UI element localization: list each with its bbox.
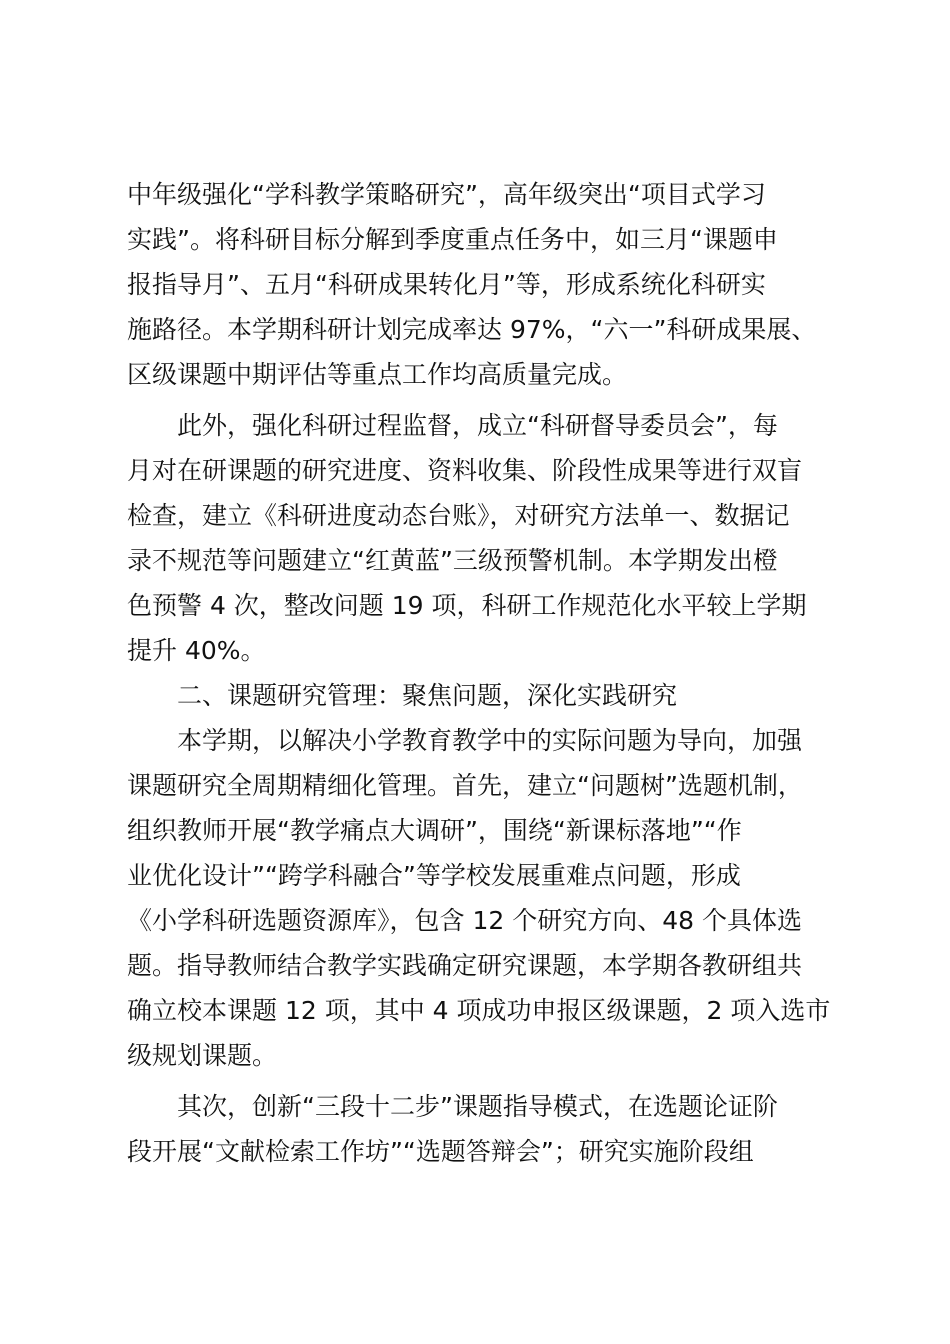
text-line: 录不规范等问题建立“红黄蓝”三级预警机制。本学期发出橙 (127, 546, 778, 575)
text-line: 报指导月”、五月“科研成果转化月”等，形成系统化科研实 (127, 270, 766, 299)
text-line: 施路径。本学期科研计划完成率达 97%，“六一”科研成果展、 (127, 315, 817, 344)
text-line: 级规划课题。 (127, 1041, 278, 1070)
text-line: 检查，建立《科研进度动态台账》，对研究方法单一、数据记 (127, 501, 790, 530)
section-heading: 二、课题研究管理：聚焦问题，深化实践研究 (177, 681, 678, 710)
text-line: 实践”。将科研目标分解到季度重点任务中，如三月“课题申 (127, 225, 778, 254)
text-line: 提升 40%。 (127, 636, 266, 665)
text-line: 确立校本课题 12 项，其中 4 项成功申报区级课题，2 项入选市 (127, 996, 831, 1025)
text-line: 课题研究全周期精细化管理。首先，建立“问题树”选题机制， (127, 771, 803, 800)
paragraph-first-line: 本学期，以解决小学教育教学中的实际问题为导向，加强 (177, 726, 803, 755)
paragraph-first-line: 其次，创新“三段十二步”课题指导模式，在选题论证阶 (177, 1092, 778, 1121)
text-line: 色预警 4 次，整改问题 19 项，科研工作规范化水平较上学期 (127, 591, 807, 620)
text-line: 业优化设计”“跨学科融合”等学校发展重难点问题，形成 (127, 861, 741, 890)
text-line: 区级课题中期评估等重点工作均高质量完成。 (127, 360, 628, 389)
text-line: 《小学科研选题资源库》，包含 12 个研究方向、48 个具体选 (127, 906, 802, 935)
document-body (127, 172, 837, 1174)
paragraph-first-line: 此外，强化科研过程监督，成立“科研督导委员会”，每 (177, 411, 778, 440)
text-line: 段开展“文献检索工作坊”“选题答辩会”；研究实施阶段组 (127, 1137, 754, 1166)
text-line: 组织教师开展“教学痛点大调研”，围绕“新课标落地”“作 (127, 816, 742, 845)
text-line: 中年级强化“学科教学策略研究”，高年级突出“项目式学习 (127, 180, 766, 209)
text-line: 题。指导教师结合教学实践确定研究课题，本学期各教研组共 (127, 951, 803, 980)
text-line: 月对在研课题的研究进度、资料收集、阶段性成果等进行双盲 (127, 456, 803, 485)
